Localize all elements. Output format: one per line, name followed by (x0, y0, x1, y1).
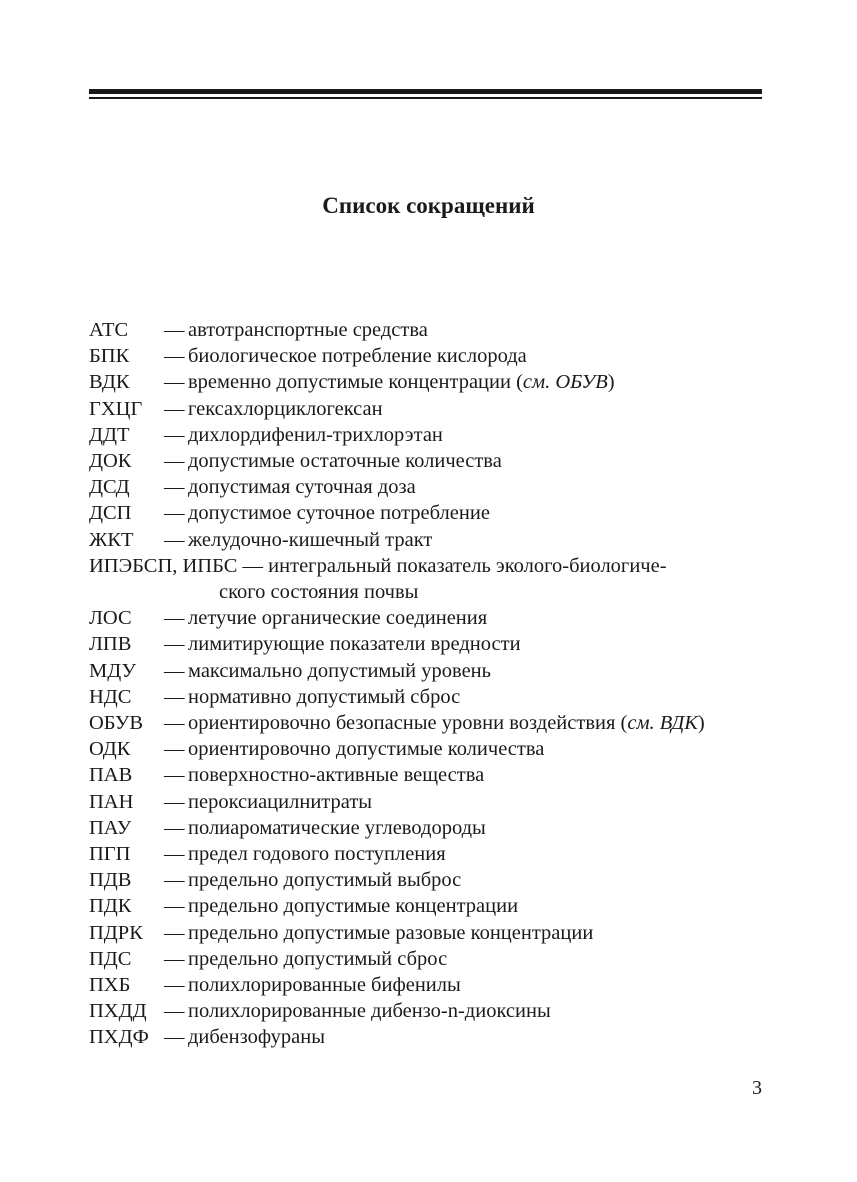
abbreviation: ПДРК (89, 921, 143, 944)
definition: летучие органические соединения (188, 607, 488, 630)
dash: — (164, 1000, 185, 1023)
dash: — (164, 895, 185, 918)
list-item (89, 815, 769, 841)
abbreviation: ПХБ (89, 974, 131, 997)
dash: — (164, 738, 185, 761)
definition: допустимая суточная доза (188, 476, 416, 499)
abbreviation: МДУ (89, 659, 136, 682)
dash: — (164, 947, 185, 970)
definition: лимитирующие показатели вредности (188, 633, 521, 656)
definition-text: ) (697, 712, 705, 735)
definition: полихлорированные бифенилы (188, 974, 461, 997)
dash: — (164, 528, 185, 551)
dash: — (164, 607, 185, 630)
list-item (89, 527, 769, 553)
abbreviation: ПГП (89, 843, 131, 866)
list-item (89, 893, 769, 919)
definition-text: ) (607, 371, 615, 394)
dash: — (164, 816, 185, 839)
abbreviation: ГХЦГ (89, 397, 143, 420)
dash: — (164, 502, 185, 525)
list-item (89, 396, 769, 422)
definition: полиароматические углеводороды (188, 816, 486, 839)
list-item (89, 684, 769, 710)
definition: пероксиацилнитраты (188, 790, 373, 813)
cross-reference: см. ОБУВ (522, 371, 608, 394)
abbreviation: ПАВ (89, 764, 133, 787)
list-item (89, 317, 769, 343)
dash: — (164, 476, 185, 499)
abbreviation: ОБУВ (89, 712, 144, 735)
definition: полихлорированные дибензо-n-диоксины (188, 1000, 551, 1023)
list-item (89, 841, 769, 867)
list-item-wide: ИПЭБСП, ИПБС — интегральный показатель эколого-биологиче- (89, 554, 667, 577)
definition-text: ориентировочно безопасные уровни воздействия ( (188, 712, 628, 735)
list-item (89, 631, 769, 657)
definition: предел годового поступления (188, 843, 446, 866)
definition: предельно допустимый сброс (188, 947, 448, 970)
list-item-continuation: ского состояния почвы (219, 581, 419, 604)
dash: — (164, 869, 185, 892)
dash: — (164, 633, 185, 656)
list-item (89, 762, 769, 788)
abbreviation: ДСП (89, 502, 132, 525)
abbreviation: НДС (89, 685, 132, 708)
definition (188, 369, 615, 395)
abbreviation: ПДК (89, 895, 132, 918)
abbreviation: АТС (89, 319, 129, 341)
dash: — (164, 712, 185, 735)
abbreviation: ПХДД (89, 1000, 147, 1023)
definition: предельно допустимый выброс (188, 869, 462, 892)
definition: нормативно допустимый сброс (188, 685, 461, 708)
list-item (89, 789, 769, 815)
abbreviation: ОДК (89, 738, 131, 761)
header-rule-thin (89, 97, 762, 99)
definition: допустимые остаточные количества (188, 450, 502, 473)
page-title: Список сокращений (322, 193, 535, 218)
definition: дихлордифенил-трихлорэтан (188, 423, 443, 446)
list-item (89, 474, 769, 500)
dash: — (164, 345, 185, 368)
abbreviation: ЛОС (89, 607, 132, 630)
list-item (89, 1024, 769, 1050)
definition: автотранспортные средства (188, 319, 428, 341)
list-item (89, 867, 769, 893)
definition: гексахлорциклогексан (188, 397, 383, 420)
abbreviation: ПДС (89, 947, 132, 970)
list-item (89, 736, 769, 762)
definition: желудочно-кишечный тракт (188, 528, 433, 551)
list-item (89, 920, 769, 946)
dash: — (164, 843, 185, 866)
dash: — (164, 397, 185, 420)
abbreviation: ДОК (89, 450, 132, 473)
abbreviation: ПАН (89, 790, 134, 813)
definition (188, 710, 705, 736)
abbreviation: ПХДФ (89, 1026, 149, 1049)
definition: поверхностно-активные вещества (188, 764, 485, 787)
list-item (89, 998, 769, 1024)
dash: — (164, 1026, 185, 1049)
list-item (89, 343, 769, 369)
dash: — (164, 685, 185, 708)
definition: ориентировочно допустимые количества (188, 738, 545, 761)
abbreviation: ВДК (89, 371, 130, 394)
list-item (89, 448, 769, 474)
list-item (89, 422, 769, 448)
dash: — (164, 790, 185, 813)
abbreviation: ПДВ (89, 869, 132, 892)
definition: биологическое потребление кислорода (188, 345, 527, 368)
definition: предельно допустимые концентрации (188, 895, 519, 918)
abbreviation: ДДТ (89, 423, 130, 446)
dash: — (164, 921, 185, 944)
abbreviation: ПАУ (89, 816, 132, 839)
list-item (89, 605, 769, 631)
abbreviation: БПК (89, 345, 130, 368)
list-item (89, 500, 769, 526)
definition: дибензофураны (188, 1026, 325, 1049)
cross-reference: см. ВДК (627, 712, 698, 735)
definition: предельно допустимые разовые концентрации (188, 921, 594, 944)
dash: — (164, 659, 185, 682)
list-item (89, 972, 769, 998)
list-item (89, 369, 769, 395)
list-item (89, 658, 769, 684)
page-number: 3 (752, 1077, 762, 1099)
abbreviation: ЛПВ (89, 633, 132, 656)
definition: максимально допустимый уровень (188, 659, 491, 682)
dash: — (164, 974, 185, 997)
abbreviation: ДСД (89, 476, 130, 499)
dash: — (164, 319, 185, 341)
definition-text: временно допустимые концентрации ( (188, 371, 523, 394)
dash: — (164, 450, 185, 473)
header-rule-thick (89, 89, 762, 94)
abbreviation: ЖКТ (89, 528, 134, 551)
definition: допустимое суточное потребление (188, 502, 490, 525)
dash: — (164, 764, 185, 787)
abbreviation-list (89, 317, 769, 1051)
dash: — (164, 371, 185, 394)
dash: — (164, 423, 185, 446)
list-item (89, 946, 769, 972)
list-item (89, 710, 769, 736)
